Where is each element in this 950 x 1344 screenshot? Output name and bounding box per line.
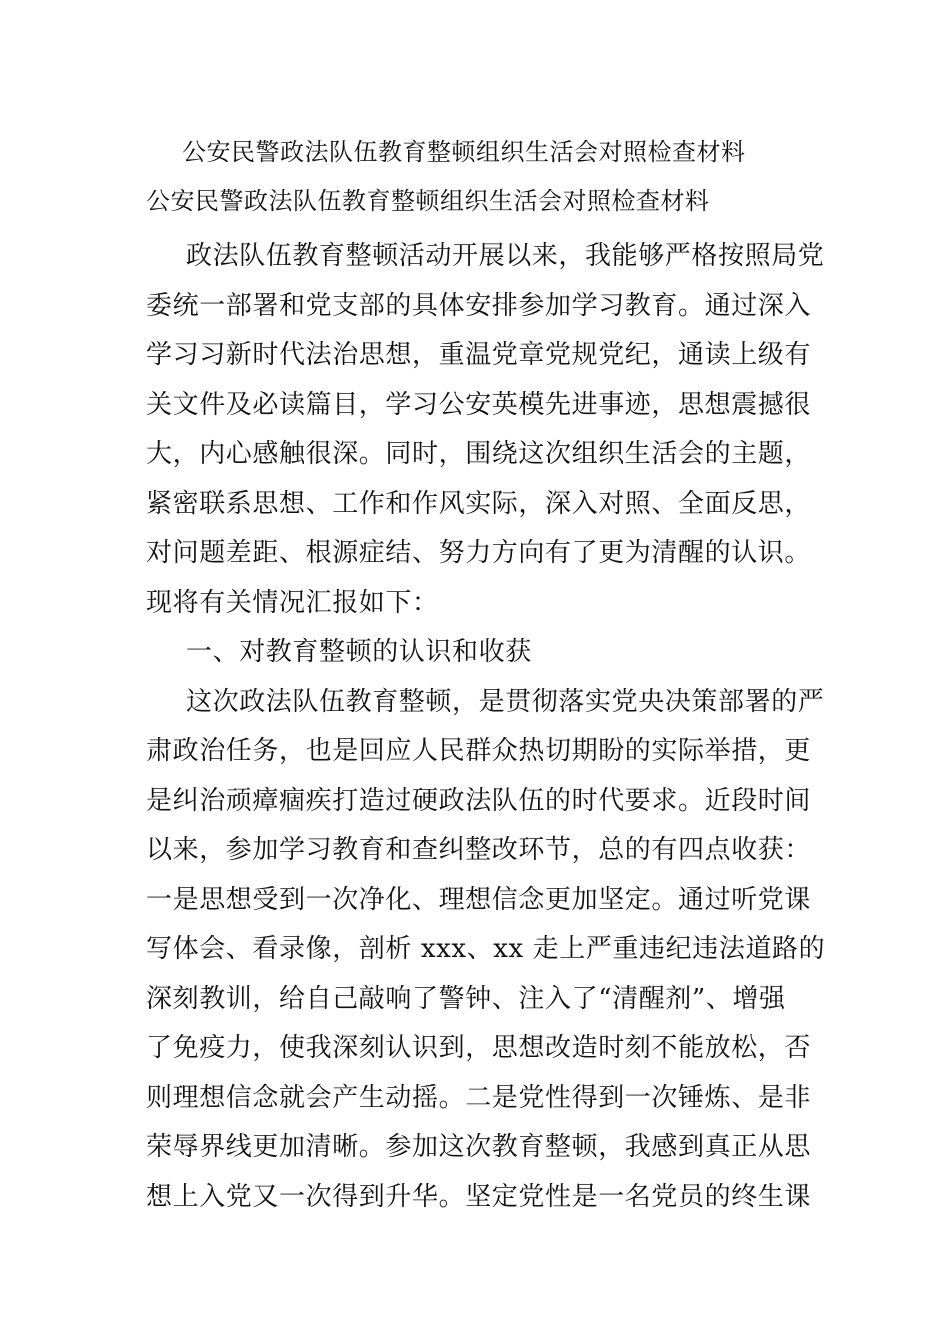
section-heading: 一、对教育整顿的认识和收获 — [186, 637, 532, 667]
body-line: 肃政治任务，也是回应人民群众热切期盼的实际举措，更 — [146, 736, 812, 766]
body-line: 学习习新时代法治思想，重温党章党规党纪，通读上级有 — [146, 340, 812, 370]
document-body — [146, 232, 826, 1222]
body-line: 对问题差距、根源症结、努力方向有了更为清醒的认识。 — [146, 538, 812, 568]
body-line: 紧密联系思想、工作和作风实际，深入对照、全面反思， — [146, 488, 812, 519]
body-line: 以来，参加学习教育和查纠整改环节，总的有四点收获： — [146, 835, 812, 865]
body-line: 则理想信念就会产生动摇。二是党性得到一次锤炼、是非 — [146, 1082, 812, 1113]
body-line: 深刻教训，给自己敲响了警钟、注入了“清醒剂”、增强 — [146, 983, 786, 1014]
body-line: 现将有关情况汇报如下： — [146, 587, 439, 618]
document-title: 公安民警政法队伍教育整顿组织生活会对照检查材料 — [182, 138, 746, 166]
body-line: 了免疫力，使我深刻认识到，思想改造时刻不能放松，否 — [146, 1033, 812, 1063]
body-line: 一是思想受到一次净化、理想信念更加坚定。通过听党课 — [146, 884, 812, 915]
body-line: 关文件及必读篇目，学习公安英模先进事迹，思想震撼很 — [146, 389, 812, 420]
body-line: 大，内心感触很深。同时，围绕这次组织生活会的主题， — [146, 439, 812, 469]
body-line: 荣辱界线更加清晰。参加这次教育整顿，我感到真正从思 — [146, 1132, 812, 1162]
body-line: 写体会、看录像，剖析 xxx、xx 走上严重违纪违法道路的 — [146, 934, 826, 964]
body-line: 政法队伍教育整顿活动开展以来，我能够严格按照局党 — [186, 241, 825, 271]
body-line: 是纠治顽瘴痼疾打造过硬政法队伍的时代要求。近段时间 — [146, 785, 812, 816]
body-line: 委统一部署和党支部的具体安排参加学习教育。通过深入 — [146, 290, 812, 321]
document-title-repeat: 公安民警政法队伍教育整顿组织生活会对照检查材料 — [146, 187, 710, 215]
body-line: 想上入党又一次得到升华。坚定党性是一名党员的终生课 — [146, 1181, 812, 1212]
body-line: 这次政法队伍教育整顿，是贯彻落实党央决策部署的严 — [186, 686, 825, 717]
